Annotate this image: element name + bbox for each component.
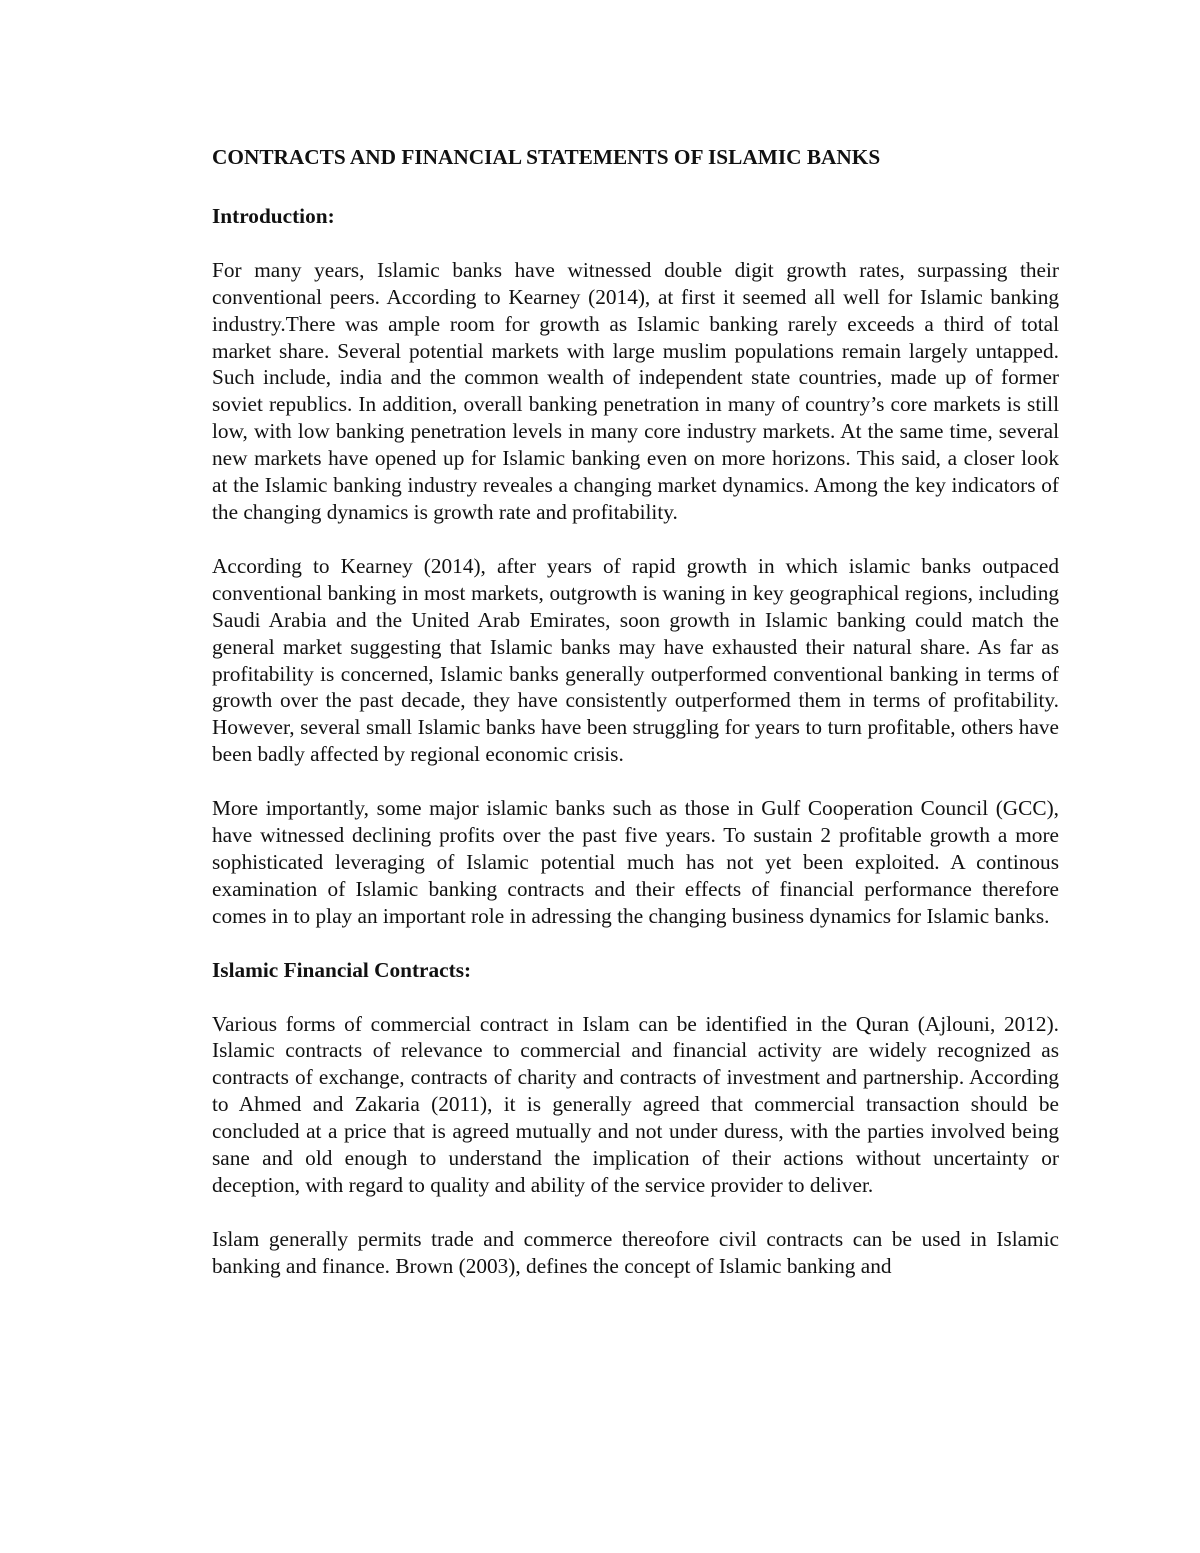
paragraph: Various forms of commercial contract in Islam can be identified in the Quran (Ajlouni, 2012). Islamic contracts of relevance to commercial and financial activity are widely recognized as contracts of exchange, contracts of charity and contracts of investment and partnership. According to Ahmed and Zakaria (2011), it is generally agreed that commercial transaction should be concluded at a price that is agreed mutually and not under duress, with the parties involved being sane and old enough to understand the implication of their actions without uncertainty or deception, with regard to quality and ability of the service provider to deliver. [212,1011,1059,1197]
section-heading-islamic-financial-contracts: Islamic Financial Contracts: [212,957,472,982]
document-title: CONTRACTS AND FINANCIAL STATEMENTS OF ISLAMIC BANKS [212,145,881,169]
paragraph: More importantly, some major islamic banks such as those in Gulf Cooperation Council (GCC), have witnessed declining profits over the past five years. To sustain 2 profitable growth a more sophisticated leveraging of Islamic potential much has not yet been exploited. A continous examination of Islamic banking contracts and their effects of financial performance therefore comes in to play an important role in adressing the changing business dynamics for Islamic banks. [212,796,1059,928]
paragraph: For many years, Islamic banks have witnessed double digit growth rates, surpassing their conventional peers. According to Kearney (2014), at first it seemed all well for Islamic banking industry.There was ample room for growth as Islamic banking rarely exceeds a third of total market share. Several potential markets with large muslim populations remain largely untapped. Such include, india and the common wealth of independent state countries, made up of former soviet republics. In addition, overall banking penetration in many of country’s core markets is still low, with low banking penetration levels in many core industry markets. At the same time, several new markets have opened up for Islamic banking even on more horizons. This said, a closer look at the Islamic banking industry reveales a changing market dynamics. Among the key indicators of the changing dynamics is growth rate and profitability. [212,257,1059,524]
section-heading-introduction: Introduction: [212,203,335,228]
paragraph: Islam generally permits trade and commerce thereofore civil contracts can be used in Islamic banking and finance. Brown (2003), defines the concept of Islamic banking and [212,1226,1059,1278]
paragraph: According to Kearney (2014), after years of rapid growth in which islamic banks outpaced conventional banking in most markets, outgrowth is waning in key geographical regions, including Saudi Arabia and the United Arab Emirates, soon growth in Islamic banking could match the general market suggesting that Islamic banks may have exhausted their natural share. As far as profitability is concerned, Islamic banks generally outperformed conventional banking in terms of growth over the past decade, they have consistently outperformed them in terms of profitability. However, several small Islamic banks have been struggling for years to turn profitable, others have been badly affected by regional economic crisis. [212,553,1059,767]
document-page [212,140,1059,1280]
